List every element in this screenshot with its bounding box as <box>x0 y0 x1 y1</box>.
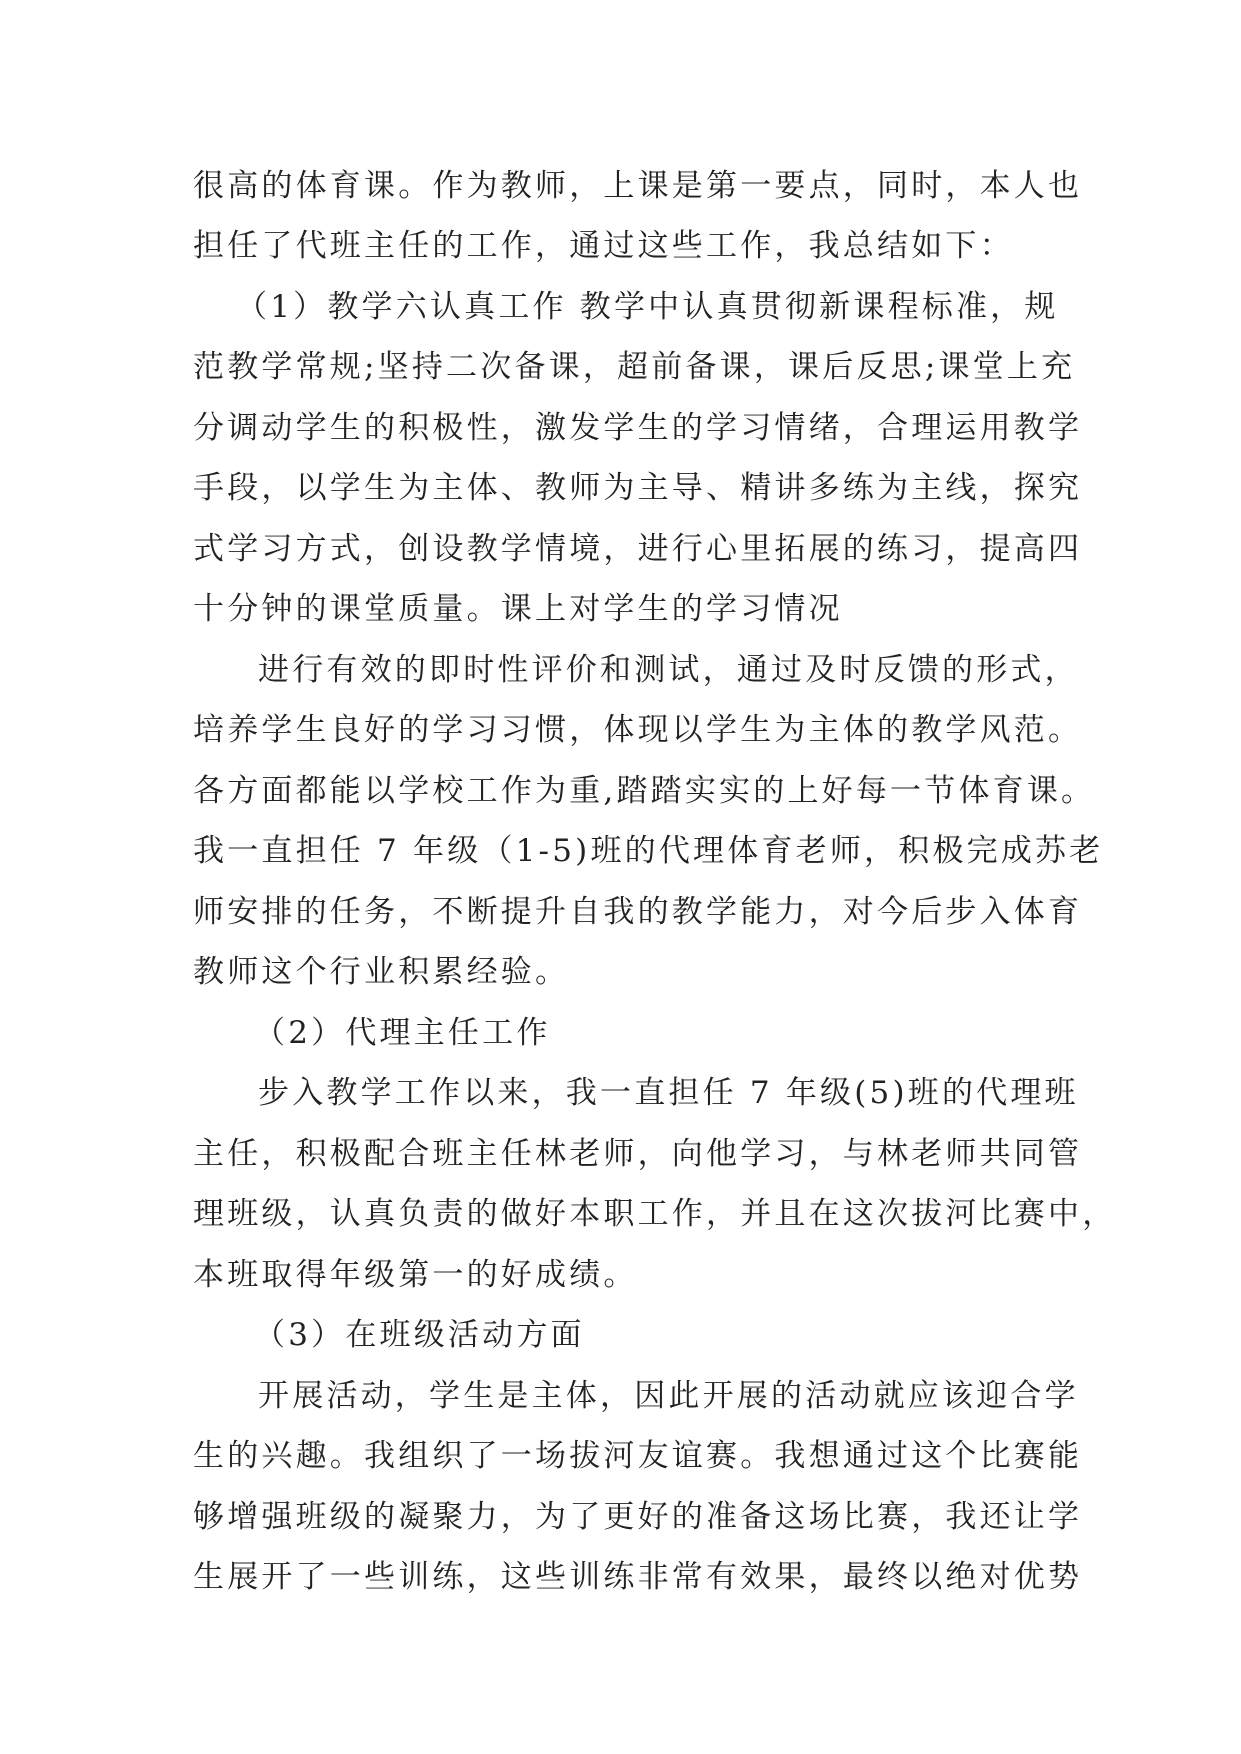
text-line: 培养学生良好的学习习惯，体现以学生为主体的教学风范。 <box>193 712 1083 748</box>
section-heading-3: （3）在班级活动方面 <box>254 1317 585 1353</box>
text-line: 担任了代班主任的工作，通过这些工作，我总结如下： <box>193 228 1014 264</box>
text-line: 各方面都能以学校工作为重,踏踏实实的上好每一节体育课。 <box>193 773 1096 809</box>
text-line: 生的兴趣。我组织了一场拔河友谊赛。我想通过这个比赛能 <box>193 1438 1083 1474</box>
text-line: 生展开了一些训练，这些训练非常有效果，最终以绝对优势 <box>193 1559 1083 1595</box>
text-line: 开展活动，学生是主体，因此开展的活动就应该迎合学 <box>258 1378 1079 1414</box>
text-line: 分调动学生的积极性，激发学生的学习情绪，合理运用教学 <box>193 410 1083 446</box>
text-line: 教师这个行业积累经验。 <box>193 954 570 990</box>
text-line: 我一直担任 7 年级（1-5)班的代理体育老师，积极完成苏老 <box>193 833 1104 869</box>
text-line: 主任，积极配合班主任林老师，向他学习，与林老师共同管 <box>193 1136 1083 1172</box>
text-line: 够增强班级的凝聚力，为了更好的准备这场比赛，我还让学 <box>193 1499 1083 1535</box>
text-line: 式学习方式，创设教学情境，进行心里拓展的练习，提高四 <box>193 531 1083 567</box>
text-line: 步入教学工作以来，我一直担任 7 年级(5)班的代理班 <box>258 1075 1079 1111</box>
section-heading-2: （2）代理主任工作 <box>254 1015 551 1051</box>
text-line: 师安排的任务，不断提升自我的教学能力，对今后步入体育 <box>193 894 1083 930</box>
section-heading-1: （1）教学六认真工作 教学中认真贯彻新课程标准，规 <box>236 289 1059 325</box>
text-line: 手段，以学生为主体、教师为主导、精讲多练为主线，探究 <box>193 470 1083 506</box>
text-line: 本班取得年级第一的好成绩。 <box>193 1257 638 1293</box>
text-line: 范教学常规;坚持二次备课，超前备课，课后反思;课堂上充 <box>193 349 1076 385</box>
text-line: 很高的体育课。作为教师，上课是第一要点，同时，本人也 <box>193 168 1083 204</box>
text-line: 理班级，认真负责的做好本职工作，并且在这次拔河比赛中， <box>193 1196 1117 1232</box>
text-line: 十分钟的课堂质量。课上对学生的学习情况 <box>193 591 843 627</box>
text-line: 进行有效的即时性评价和测试，通过及时反馈的形式， <box>258 652 1079 688</box>
